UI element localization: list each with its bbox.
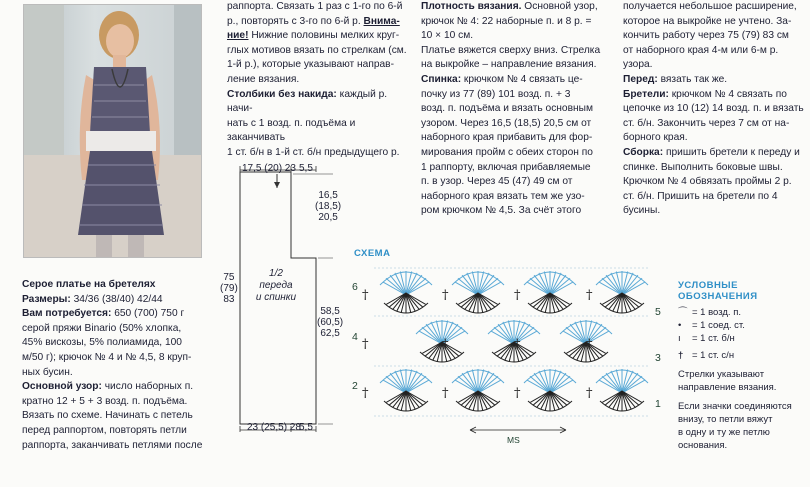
text-line: Крючком № 4 обвязать проймы 2 р. — [623, 176, 792, 188]
text-line: крючком № 4 связать по — [668, 88, 787, 100]
assembly-label: Сборка: — [623, 146, 664, 158]
piece-label: 1/2 — [269, 268, 283, 279]
fan-motif — [524, 271, 576, 313]
post-symbol: † — [586, 288, 593, 303]
text-line: Нижние половины мелких круг- — [248, 30, 400, 42]
density-label: Плотность вязания. — [421, 1, 522, 12]
top-width: 17,5 (20) 23 — [242, 163, 296, 174]
text-line: нать с 1 возд. п. подъёма и заканчивать — [227, 117, 356, 144]
materials-line: 650 (700) 750 г — [114, 308, 185, 320]
post-symbol: † — [514, 386, 521, 401]
side-length: (60,5) — [317, 317, 344, 328]
side-length: 58,5 — [320, 306, 340, 317]
post-symbol: † — [362, 386, 369, 401]
text-line: на выкройке – направление вязания. — [421, 59, 597, 71]
text-line: п. в узор. Через 45 (47) 49 см от — [421, 176, 573, 188]
fan-motif — [452, 271, 504, 313]
post-symbol: † — [362, 337, 369, 352]
row-number: 3 — [655, 352, 661, 364]
row-number: 4 — [352, 331, 358, 343]
text-line: каждый р. начи- — [227, 88, 388, 115]
piece-label: переда — [259, 280, 293, 291]
pattern-line: кратно 12 + 5 + 3 возд. п. подъёма. — [22, 395, 188, 407]
legend-item: = 1 возд. п. — [692, 307, 741, 318]
slip-stitch-icon: • — [678, 320, 682, 331]
fan-motif — [524, 369, 576, 411]
row-number: 6 — [352, 281, 358, 293]
sizes-value: 34/36 (38/40) 42/44 — [73, 293, 163, 305]
armhole-depth: (18,5) — [315, 201, 342, 212]
attention-label-end: ние! — [227, 30, 249, 42]
left-column — [22, 278, 205, 453]
legend-note: основания. — [678, 440, 728, 451]
repeat-label: MS — [507, 435, 520, 445]
legend-title: ОБОЗНАЧЕНИЯ — [678, 291, 758, 302]
text-line: цепочке из 10 (12) 14 возд. п. и вязать — [623, 103, 804, 115]
text-line: пришить бретели к переду и — [663, 146, 800, 158]
pattern-line: раппорта, заканчивать петлями после — [22, 439, 203, 451]
materials-label: Вам потребуется: — [22, 308, 112, 320]
text-line: получается небольшое расширение, — [623, 1, 797, 12]
text-line: вязать так же. — [657, 73, 728, 85]
text-line: крючок № 4: 22 наборные п. и 8 р. = — [421, 15, 592, 27]
text-line: ление вязания. — [227, 73, 300, 85]
text-line: Платье вяжется сверху вниз. Стрелка — [421, 44, 601, 56]
legend-note: внизу, то петли вяжут — [678, 414, 773, 425]
front-label: Перед: — [623, 73, 658, 85]
total-length: 75 — [223, 272, 235, 283]
armhole-depth: 20,5 — [318, 212, 338, 223]
text-line: мирования пройм с обеих сторон по — [421, 146, 593, 158]
text-line: кончить работу через 75 (79) 83 см — [623, 30, 789, 42]
row-number: 5 — [655, 306, 661, 318]
sizes-label: Размеры: — [22, 293, 71, 305]
post-symbol: † — [442, 386, 449, 401]
text-line: возд. п. подъёма и вязать основным — [421, 103, 593, 115]
sc-label: Столбики без накида: — [227, 88, 337, 100]
bottom-side-width: 5,5 — [299, 422, 313, 433]
fan-motif — [596, 369, 648, 411]
text-line: раппорта. Связать 1 раз с 1-го по 6-й — [227, 1, 403, 12]
legend-note: Если значки соединяются — [678, 401, 792, 412]
row-number: 2 — [352, 380, 358, 392]
post-symbol: † — [442, 337, 449, 352]
materials-line: ных бусин. — [22, 366, 73, 378]
legend-item: = 1 ст. б/н — [692, 333, 735, 344]
legend-item: = 1 соед. ст. — [692, 320, 745, 331]
double-crochet-icon: † — [678, 350, 684, 361]
post-symbol: † — [442, 288, 449, 303]
armhole-depth: 16,5 — [318, 190, 338, 201]
text-line: р., повторять с 3-го по 6-й р. — [227, 15, 361, 27]
text-line: крючком № 4 связать це- — [461, 73, 583, 85]
text-line: 10 × 10 см. — [421, 30, 474, 42]
text-line: 1 ст. б/н в 1-й ст. б/н предыдущего р. — [227, 146, 400, 158]
text-line: глых мотивов вязать по стрелкам (см. — [227, 44, 407, 56]
column-3 — [421, 0, 607, 219]
top-strap-width: 5,5 — [299, 163, 313, 174]
text-line: борного края. — [623, 132, 688, 144]
text-line: наборного края вязать тем же узо- — [421, 190, 585, 202]
attention-label: Внима- — [363, 15, 400, 27]
dress-title: Серое платье на бретелях — [22, 279, 156, 290]
legend-item: = 1 ст. с/н — [692, 350, 735, 361]
dress-schematic — [215, 160, 345, 440]
post-symbol: † — [586, 386, 593, 401]
text-line: ст. б/н. Закончить через 7 см от на- — [623, 117, 790, 129]
text-line: 1-й р.), которые указывают направ- — [227, 59, 394, 71]
pattern-line: перед раппортом, повторять петли — [22, 424, 187, 436]
chain-icon: ⌒ — [678, 307, 688, 318]
fan-motif — [596, 271, 648, 313]
pattern-line: Вязать по схеме. Начинать с петель — [22, 410, 193, 422]
materials-line: серой пряжи Binario (50% хлопка, — [22, 322, 182, 334]
materials-line: м/50 г); крючок № 4 и № 4,5, 8 круп- — [22, 351, 192, 363]
post-symbol: † — [362, 288, 369, 303]
row-number: 1 — [655, 398, 661, 410]
text-line: Основной узор, — [521, 1, 598, 12]
straps-label: Бретели: — [623, 88, 669, 100]
single-crochet-icon: ı — [678, 333, 681, 344]
text-line: ром крючком № 4,5. За счёт этого — [421, 205, 582, 217]
fan-motif — [452, 369, 504, 411]
post-symbol: † — [514, 337, 521, 352]
pattern-label: Основной узор: — [22, 381, 102, 393]
fan-motif — [380, 271, 432, 313]
text-line: узором. Через 16,5 (18,5) 20,5 см от — [421, 117, 592, 129]
bottom-width: 23 (25,5) 28 — [247, 422, 301, 433]
legend-note: Стрелки указывают — [678, 369, 765, 380]
text-line: ст. б/н. Пришить на бретели по 4 — [623, 190, 778, 202]
text-line: которое на выкройке не учтено. За- — [623, 15, 792, 27]
legend — [678, 280, 806, 452]
text-line: бусины. — [623, 205, 661, 217]
total-length: (79) — [220, 283, 238, 294]
text-line: спинке. Выполнить боковые швы. — [623, 161, 783, 173]
side-length: 62,5 — [320, 328, 340, 339]
total-length: 83 — [223, 294, 235, 305]
materials-line: 45% вискозы, 5% полиамида, 100 — [22, 337, 182, 349]
fan-motif — [380, 369, 432, 411]
chart-title: СХЕМА — [354, 248, 391, 259]
legend-title: УСЛОВНЫЕ — [678, 280, 738, 291]
piece-label: и спинки — [255, 292, 297, 303]
post-symbol: † — [514, 288, 521, 303]
back-label: Спинка: — [421, 73, 462, 85]
text-line: узора. — [623, 59, 653, 71]
legend-note: направление вязания. — [678, 382, 777, 393]
post-symbol: † — [586, 337, 593, 352]
text-line: наборного края прибавить для фор- — [421, 132, 593, 144]
crochet-chart — [350, 248, 670, 448]
column-2 — [227, 0, 411, 161]
legend-note: в одну и ту же петлю — [678, 427, 770, 438]
text-line: от наборного края 4-м или 6-м р. — [623, 44, 779, 56]
text-line: 1 раппорту, включая прибавляемые — [421, 161, 591, 173]
model-photo — [23, 4, 202, 258]
column-4 — [623, 0, 806, 219]
pattern-line: число наборных п. — [104, 381, 194, 393]
text-line: почку из 77 (89) 101 возд. п. + 3 — [421, 88, 571, 100]
chart-drawing — [350, 248, 670, 448]
